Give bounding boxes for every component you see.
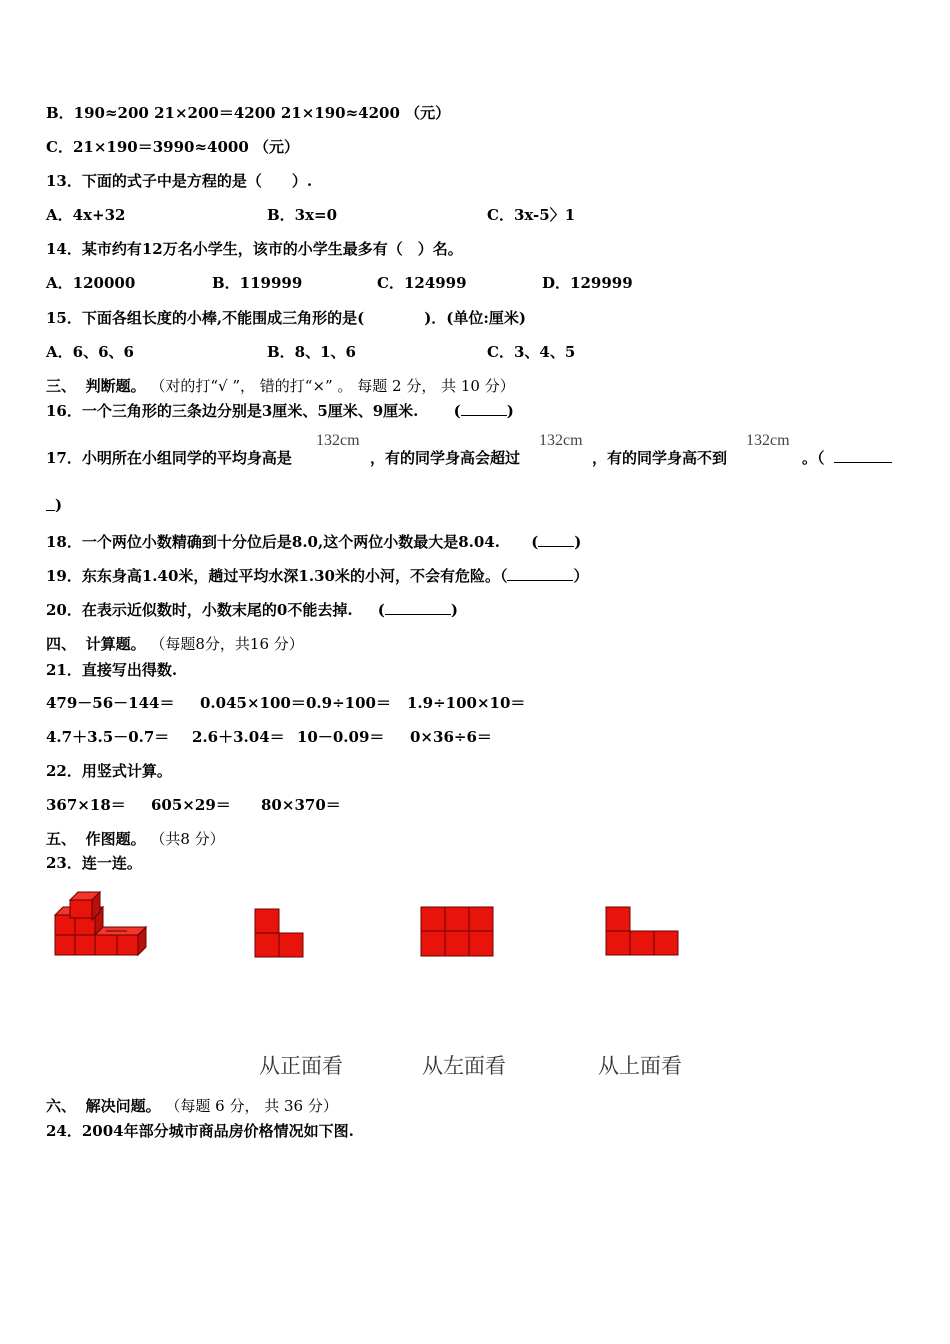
q20-open-paren: ( [377, 601, 385, 619]
q17-value-3: 132cm [746, 432, 790, 449]
q21-item: 479－56－144＝ [46, 694, 175, 712]
q22-item: 605×29＝ [151, 796, 231, 814]
section-4-number: 四、 [46, 635, 77, 653]
q24-stem: 24．2004年部分城市商品房价格情况如下图. [46, 1122, 354, 1140]
q14-option-d: D．129999 [542, 274, 633, 292]
q21-item: 10－0.09＝ [297, 728, 385, 746]
q14-option-b: B．119999 [212, 274, 303, 292]
section-4-header [46, 633, 304, 654]
section-6-header [46, 1095, 338, 1116]
q18-open-paren: ( [531, 533, 539, 551]
q23-stem: 23．连一连。 [46, 854, 142, 872]
q13-stem: 13．下面的式子中是方程的是（ ）. [46, 172, 313, 190]
q21-item: 0×36÷6＝ [410, 728, 492, 746]
q17-part-4: 。（ [802, 449, 825, 467]
section-5-note: （共8 分） [150, 830, 225, 848]
view-label-top: 从上面看 [598, 1054, 682, 1078]
section-4-note: （每题8分，共16 分） [150, 635, 304, 653]
q19-close-paren: ） [573, 567, 589, 585]
q14-option-c: C．124999 [377, 274, 467, 292]
section-5-title: 作图题。 [85, 830, 146, 848]
q12-option-b: B．190≈200 21×200＝4200 21×190≈4200 （元） [46, 104, 451, 122]
q14-option-a: A．120000 [46, 274, 136, 292]
section-3-header [46, 375, 515, 396]
q17-value-2: 132cm [539, 432, 583, 449]
q18-close-paren: ) [574, 533, 582, 551]
q13-option-b: B．3x=0 [267, 206, 338, 224]
view-label-left: 从左面看 [422, 1054, 506, 1078]
q15-option-b: B．8、1、6 [267, 343, 356, 361]
q21-item: 4.7＋3.5－0.7＝ [46, 728, 170, 746]
q13-option-c: C．3x-5〉1 [487, 206, 576, 224]
view-label-front: 从正面看 [259, 1054, 343, 1078]
q21-item: 1.9÷100×10＝ [407, 694, 526, 712]
q15-stem: 15．下面各组长度的小棒,不能围成三角形的是( )．(单位:厘米) [46, 309, 527, 327]
section-4-title: 计算题。 [85, 635, 146, 653]
q17-part-2: ，有的同学身高会超过 [370, 449, 521, 467]
q20 [46, 599, 458, 620]
q15-option-a: A．6、6、6 [46, 343, 134, 361]
q17-part-1: 17．小明所在小组同学的平均身高是 [46, 449, 292, 467]
q17-close-paren: ) [55, 496, 63, 514]
q18 [46, 531, 581, 552]
q19-answer-blank[interactable] [507, 567, 573, 581]
section-3-note: （对的打“√ ”， 错的打“×” 。 每题 2 分， 共 10 分） [150, 377, 515, 395]
q22-stem: 22．用竖式计算。 [46, 762, 172, 780]
section-3-title: 判断题。 [85, 377, 146, 395]
q16 [46, 400, 514, 421]
q17-value-1: 132cm [316, 432, 360, 449]
q17-answer-blank[interactable] [834, 448, 892, 463]
view-shape-2 [420, 906, 494, 957]
section-6-title: 解决问题。 [85, 1097, 161, 1115]
section-5-number: 五、 [46, 830, 77, 848]
q20-answer-blank[interactable] [385, 601, 451, 615]
q18-answer-blank[interactable] [538, 533, 574, 547]
q22-item: 367×18＝ [46, 796, 126, 814]
q15-option-c: C．3、4、5 [487, 343, 576, 361]
q22-item: 80×370＝ [261, 796, 341, 814]
cube-stack-figure [50, 890, 154, 970]
q16-answer-blank[interactable] [461, 402, 507, 416]
q17-part-3: ，有的同学身高不到 [592, 449, 728, 467]
q12-option-c: C．21×190＝3990≈4000 （元） [46, 138, 299, 156]
view-shape-1 [254, 908, 304, 958]
q16-text: 16．一个三角形的三条边分别是3厘米、5厘米、9厘米. [46, 402, 419, 420]
section-6-number: 六、 [46, 1097, 77, 1115]
q13-option-a: A．4x+32 [46, 206, 126, 224]
q21-item: 0.045×100＝ [200, 694, 306, 712]
q16-close-paren: ) [506, 402, 514, 420]
section-3-number: 三、 [46, 377, 77, 395]
section-6-note: （每题 6 分， 共 36 分） [165, 1097, 338, 1115]
q16-open-paren: ( [453, 402, 461, 420]
q21-stem: 21．直接写出得数. [46, 661, 178, 679]
q17-answer-blank-continued[interactable] [46, 496, 55, 511]
q21-item: 2.6＋3.04＝ [192, 728, 285, 746]
q18-text: 18．一个两位小数精确到十分位后是8.0,这个两位小数最大是8.04. [46, 533, 500, 551]
q19-text: 19．东东身高1.40米，趟过平均水深1.30米的小河，不会有危险。（ [46, 567, 508, 585]
q20-text: 20．在表示近似数时，小数末尾的0不能去掉. [46, 601, 353, 619]
q14-stem: 14．某市约有12万名小学生，该市的小学生最多有（ ）名。 [46, 240, 463, 258]
view-shape-3 [605, 906, 680, 956]
q21-item: 0.9÷100＝ [306, 694, 391, 712]
q19 [46, 565, 588, 586]
q20-close-paren: ) [450, 601, 458, 619]
section-5-header [46, 828, 225, 849]
